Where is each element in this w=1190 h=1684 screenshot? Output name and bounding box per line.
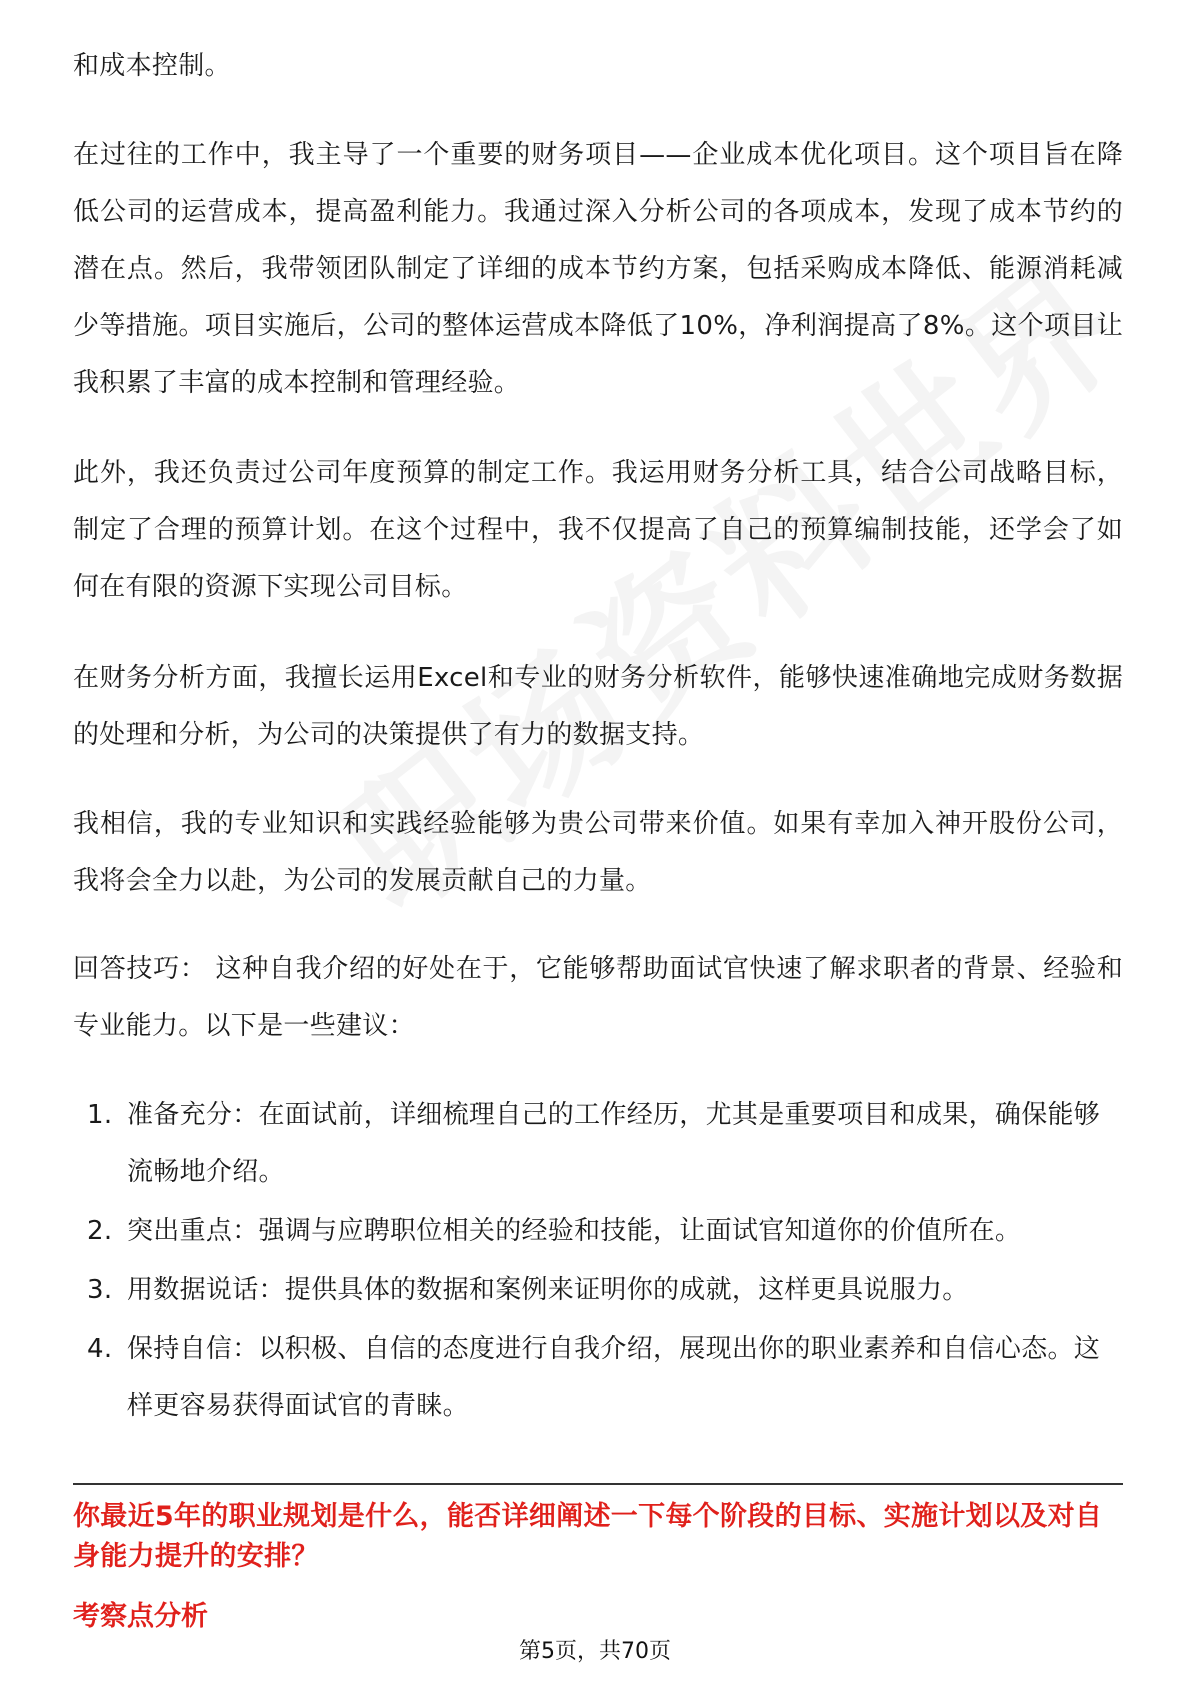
interview-question: 你最近5年的职业规划是什么，能否详细阐述一下每个阶段的目标、实施计划以及对自身能力提升的安排？ — [73, 1501, 1103, 1572]
page-number-footer: 第5页，共70页 — [519, 1639, 671, 1664]
paragraph: 我相信，我的专业知识和实践经验能够为贵公司带来价值。如果有幸加入神开股份公司，我将会全力以赴，为公司的发展贡献自己的力量。 — [73, 809, 1123, 896]
answer-tips-intro: 回答技巧： 这种自我介绍的好处在于，它能够帮助面试官快速了解求职者的背景、经验和专业能力。以下是一些建议： — [73, 954, 1123, 1041]
list-item-text: 突出重点：强调与应聘职位相关的经验和技能，让面试官知道你的价值所在。 — [127, 1216, 1022, 1246]
list-item-text: 保持自信：以积极、自信的态度进行自我介绍，展现出你的职业素养和自信心态。这样更容易获得面试官的青睐。 — [127, 1334, 1101, 1421]
paragraph: 和成本控制。 — [73, 51, 231, 81]
list-item-text: 准备充分：在面试前，详细梳理自己的工作经历，尤其是重要项目和成果，确保能够流畅地介绍。 — [127, 1100, 1101, 1187]
list-item — [73, 1087, 1123, 1201]
list-number: 2. — [87, 1216, 113, 1246]
paragraph: 在过往的工作中，我主导了一个重要的财务项目——企业成本优化项目。这个项目旨在降低公司的运营成本，提高盈利能力。我通过深入分析公司的各项成本，发现了成本节约的潜在点。然后，我带领团队制定了详细的成本节约方案，包括采购成本降低、能源消耗减少等措施。项目实施后，公司的整体运营成本降低了10%，净利润提高了8%。这个项目让我积累了丰富的成本控制和管理经验。 — [73, 140, 1123, 398]
tips-list — [73, 1087, 1123, 1437]
section-divider — [73, 1483, 1123, 1485]
list-item-text: 用数据说话：提供具体的数据和案例来证明你的成就，这样更具说服力。 — [127, 1275, 969, 1305]
list-number: 3. — [87, 1275, 113, 1305]
list-number: 1. — [87, 1100, 113, 1130]
list-number: 4. — [87, 1334, 113, 1364]
list-item — [73, 1321, 1123, 1435]
paragraph: 此外，我还负责过公司年度预算的制定工作。我运用财务分析工具，结合公司战略目标，制定了合理的预算计划。在这个过程中，我不仅提高了自己的预算编制技能，还学会了如何在有限的资源下实现公司目标。 — [73, 458, 1123, 602]
list-item — [73, 1203, 1123, 1260]
paragraph: 在财务分析方面，我擅长运用Excel和专业的财务分析软件，能够快速准确地完成财务数据的处理和分析，为公司的决策提供了有力的数据支持。 — [73, 663, 1123, 750]
analysis-heading: 考察点分析 — [73, 1601, 208, 1632]
list-item — [73, 1262, 1123, 1319]
